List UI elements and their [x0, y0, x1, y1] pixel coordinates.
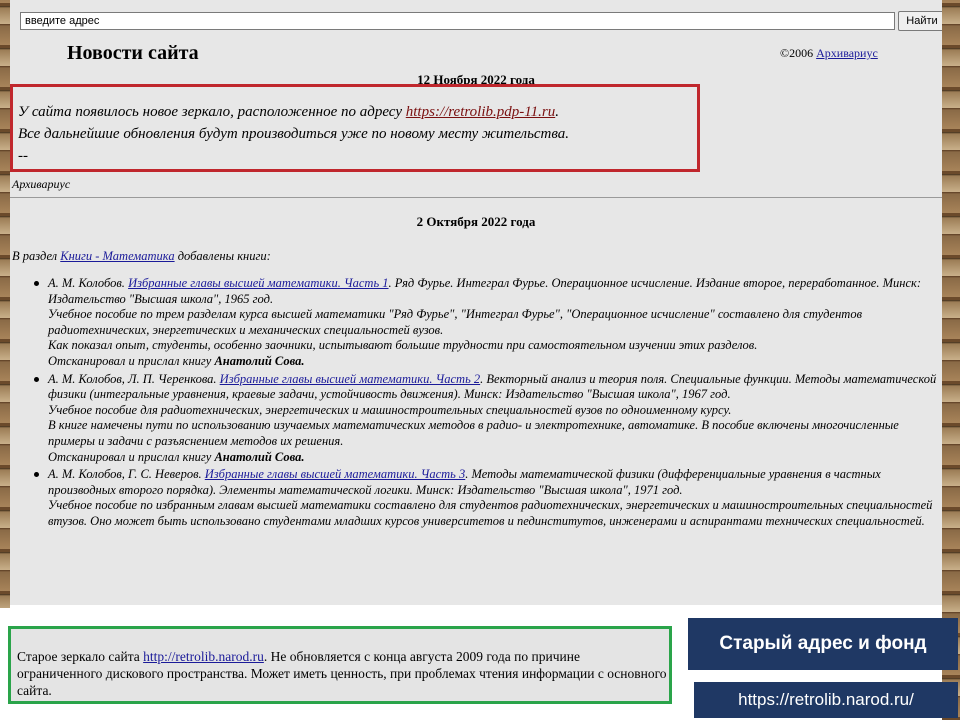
old-mirror-text	[17, 648, 667, 699]
copyright	[780, 46, 878, 61]
address-input[interactable]: введите адрес	[20, 12, 895, 30]
book-scan-prefix: Отсканировал и прислал книгу	[48, 449, 215, 464]
bookshelf-decor-right	[942, 0, 960, 720]
list-item	[30, 467, 938, 529]
bullet	[34, 281, 39, 286]
news-line1-suffix: .	[555, 104, 559, 120]
signature-dash: --	[18, 148, 28, 164]
book-para: Учебное пособие для радиотехнических, энергетических и машиностроительных специальностей вузов по одноименному курсу.	[48, 402, 732, 417]
book-para: В книге намечены пути по использованию изучаемых математических методов в радио- и электротехнике, автоматике. В пособие включены многочисленные примеры и задачи с разъяснением методов их решения.	[48, 418, 899, 448]
book-desc: . Векторный анализ и теория поля. Специальные функции. Методы математической физики (интегральные уравнения, краевые задачи, устойчивость движения). Минск: Издательство "Высшая школа", 1967 год.	[48, 371, 937, 402]
category-link[interactable]: Книги - Математика	[60, 249, 175, 263]
book-scan	[48, 450, 938, 466]
book-author: А. М. Колобов, Л. П. Черенкова.	[48, 371, 220, 386]
bullet	[34, 377, 39, 382]
news-line1-prefix: У сайта появилось новое зеркало, расположенное по адресу	[18, 104, 406, 120]
signature: Архивариус	[12, 177, 71, 191]
address-bar	[10, 8, 942, 34]
book-title-line	[48, 467, 938, 498]
highlight-box-green	[8, 626, 672, 704]
book-scan-prefix: Отсканировал и прислал книгу	[48, 353, 215, 368]
go-button[interactable]: Найти	[898, 11, 942, 31]
browser-page	[10, 0, 942, 605]
news-text-line1	[18, 102, 559, 122]
news2-intro	[12, 249, 271, 264]
author-link[interactable]: Архивариус	[816, 46, 878, 60]
book-link[interactable]: Избранные главы высшей математики. Часть 3	[204, 467, 466, 482]
caption-title-badge: Старый адрес и фонд	[688, 618, 958, 670]
news2-intro-suffix: добавлены книги:	[174, 249, 271, 263]
book-link[interactable]: Избранные главы высшей математики. Часть 2	[219, 371, 481, 386]
book-title-line	[48, 276, 938, 307]
copyright-text: ©2006	[780, 46, 814, 60]
old-mirror-link[interactable]: http://retrolib.narod.ru	[143, 649, 264, 664]
old-mirror-suffix: . Не обновляется с конца августа 2009 года по причине ограниченного дискового пространства. Может иметь ценность, при проблемах чтения информации с основного сайта.	[17, 649, 667, 698]
divider	[10, 197, 942, 198]
book-desc: . Ряд Фурье. Интеграл Фурье. Операционное исчисление. Издание второе, переработанное. Минск: Издательство "Высшая школа", 1965 год.	[48, 276, 922, 306]
news-date-1: 12 Ноября 2022 года	[417, 72, 535, 87]
book-desc: . Методы математической физики (дифференциальные уравнения в частных производных второго порядка). Элементы математической логики. Минск: Издательство "Высшая школа", 1971 год.	[48, 467, 881, 497]
book-author: А. М. Колобов.	[48, 276, 129, 290]
list-item	[30, 372, 938, 466]
new-mirror-link[interactable]: https://retrolib.pdp-11.ru	[405, 104, 556, 120]
page-header	[10, 38, 942, 70]
book-scanner-name: Анатолий Сова.	[214, 449, 305, 464]
news-text-line2: Все дальнейшие обновления будут производиться уже по новому месту жительства.	[18, 126, 570, 142]
news-date-2: 2 Октября 2022 года	[416, 214, 536, 229]
old-mirror-prefix: Старое зеркало сайта	[17, 649, 144, 664]
list-item	[30, 276, 938, 370]
book-scan	[48, 354, 938, 370]
book-list	[30, 276, 938, 532]
book-scanner-name: Анатолий Сова.	[214, 353, 305, 368]
book-title-line	[48, 372, 938, 403]
book-author: А. М. Колобов, Г. С. Неверов.	[48, 467, 205, 482]
news2-intro-prefix: В раздел	[12, 249, 61, 263]
book-para: Учебное пособие по избранным главам высшей математики составлено для студентов радиотехнических, энергетических и машиностроительных специальностей втузов. Оно может быть использовано студентами младших курсов университетов и пединститутов, инженерами и аспирантами технических специальностей.	[48, 498, 933, 528]
book-link[interactable]: Избранные главы высшей математики. Часть 1	[128, 276, 389, 290]
book-para: Учебное пособие по трем разделам курса высшей математики "Ряд Фурье", "Интеграл Фурье", "Операционное исчисление" составлено для студентов радиотехнических, энергетических и механических специальностей вузов.	[48, 307, 863, 337]
bullet	[34, 472, 39, 477]
page-title: Новости сайта	[67, 42, 199, 64]
caption-url-badge: https://retrolib.narod.ru/	[694, 682, 958, 718]
book-para: Как показал опыт, студенты, особенно заочники, испытывают большие трудности при самостоятельном изучении этих разделов.	[48, 338, 758, 353]
